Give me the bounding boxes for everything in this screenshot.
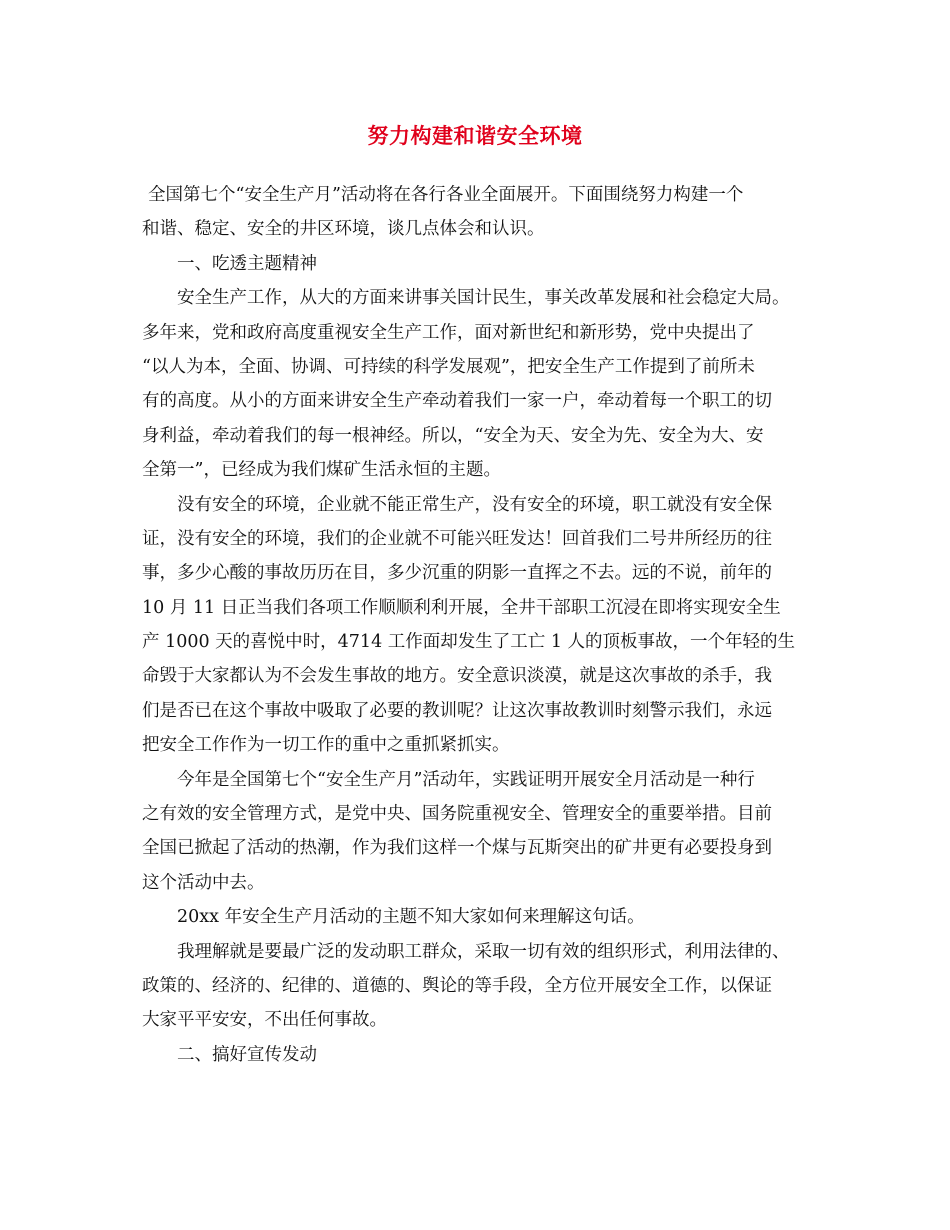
text-line: 和谐、稳定、安全的井区环境，谈几点体会和认识。: [142, 219, 545, 240]
text-line: 全国第七个“安全生产月”活动将在各行各业全面展开。下面围绕努力构建一个: [148, 185, 744, 205]
text-line: 之有效的安全管理方式，是党中央、国务院重视安全、管理安全的重要举措。目前: [142, 804, 772, 825]
text-line: 身利益，牵动着我们的每一根神经。所以，“安全为天、安全为先、安全为大、安: [142, 425, 764, 446]
text-line: 全第一”，已经成为我们煤矿生活永恒的主题。: [142, 460, 501, 481]
text-line: 今年是全国第七个“安全生产月”活动年，实践证明开展安全月活动是一种行: [177, 769, 755, 790]
text-line: 证，没有安全的环境，我们的企业就不可能兴旺发达！回首我们二号井所经历的往: [142, 528, 772, 549]
text-line: 产 1000 天的喜悦中时，4714 工作面却发生了工亡 1 人的顶板事故，一个年轻的生: [142, 632, 796, 653]
text-line: 有的高度。从小的方面来讲安全生产牵动着我们一家一户，牵动着每一个职工的切: [142, 391, 772, 412]
text-line: 大家平平安安，不出任何事故。: [142, 1010, 387, 1031]
text-line: 政策的、经济的、纪律的、道德的、舆论的等手段，全方位开展安全工作，以保证: [142, 975, 772, 996]
text-line: 命毁于大家都认为不会发生事故的地方。安全意识淡漠，就是这次事故的杀手，我: [142, 666, 772, 687]
document-body: [142, 178, 814, 1072]
text-line: 把安全工作作为一切工作的重中之重抓紧抓实。: [142, 735, 510, 756]
section-heading: 一、吃透主题精神: [177, 253, 317, 274]
text-line: 10 月 11 日正当我们各项工作顺顺利利开展，全井干部职工沉浸在即将实现安全生: [142, 597, 781, 618]
text-line: 们是否已在这个事故中吸取了必要的教训呢？让这次事故教训时刻警示我们，永远: [142, 700, 772, 721]
section-heading: 二、搞好宣传发动: [177, 1044, 317, 1065]
text-line: 没有安全的环境，企业就不能正常生产，没有安全的环境，职工就没有安全保: [177, 494, 772, 515]
text-line: “以人为本，全面、协调、可持续的科学发展观”，把安全生产工作提到了前所未: [142, 356, 755, 377]
text-line: 20xx 年安全生产月活动的主题不知大家如何来理解这句话。: [177, 907, 645, 928]
document-title: 努力构建和谐安全环境: [367, 123, 583, 148]
text-line: 事，多少心酸的事故历历在目，多少沉重的阴影一直挥之不去。远的不说，前年的: [142, 563, 772, 584]
text-line: 我理解就是要最广泛的发动职工群众，采取一切有效的组织形式，利用法律的、: [177, 941, 790, 962]
text-line: 全国已掀起了活动的热潮，作为我们这样一个煤与瓦斯突出的矿井更有必要投身到: [142, 838, 772, 859]
text-line: 安全生产工作，从大的方面来讲事关国计民生，事关改革发展和社会稳定大局。: [177, 288, 790, 309]
text-line: 这个活动中去。: [142, 872, 265, 893]
text-line: 多年来，党和政府高度重视安全生产工作，面对新世纪和新形势，党中央提出了: [142, 322, 755, 343]
